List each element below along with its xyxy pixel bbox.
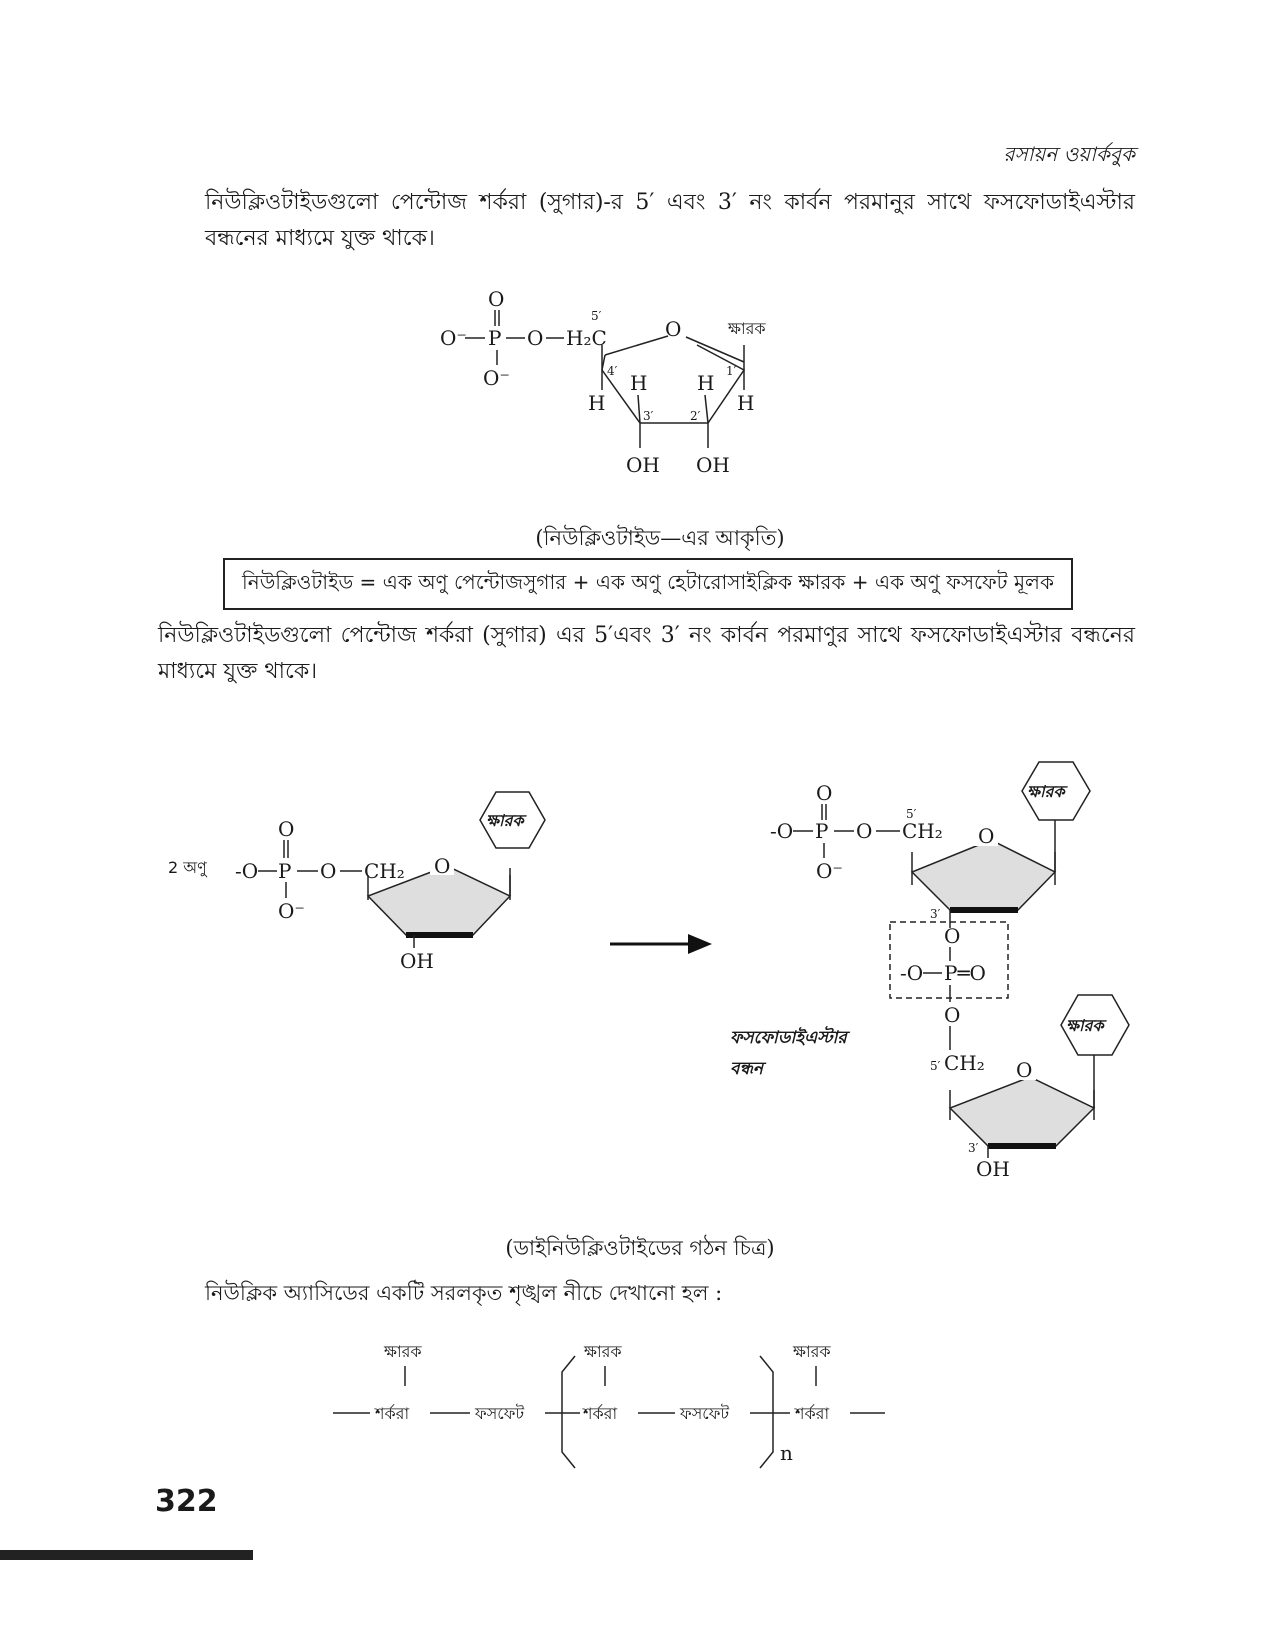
chain-sugar-2: শর্করা [583,1404,618,1423]
carbon-2-label: 2′ [690,409,701,423]
footer-bar [0,1550,253,1560]
nucleotide-caption: (নিউক্লিওটাইড—এর আকৃতি) [535,526,785,550]
product-bridge-neg-o: -O [900,961,924,985]
carbon-4-label: 4′ [607,364,618,378]
chain-n: n [780,1441,793,1465]
product-ch2-top: CH₂ [902,819,943,843]
product-base-label-bottom: ক্ষারক [1066,1016,1104,1035]
chain-close-bracket [760,1356,773,1468]
product-o-top: O [816,781,833,805]
dinucleotide-caption: (ডাইনিউক্লিওটাইডের গঠন চিত্র) [505,1236,775,1260]
product-bridge-o-top: O [944,924,961,948]
chain-base-1: ক্ষারক [384,1342,422,1361]
chain-base-2: ক্ষারক [584,1342,622,1361]
reactant-o-top: O [278,817,295,841]
chain-phosphate-2: ফসফেট [680,1404,730,1423]
reactant-o-minus: O⁻ [278,899,305,923]
product-o-minus: O⁻ [816,859,843,883]
paragraph-intro: নিউক্লিওটাইডগুলো পেন্টোজ শর্করা (সুগার)-র 5′ এবং 3′ নং কার্বন পরমানুর সাথে ফসফোডাইএস্টার বন্ধনের মাধ্যমে যুক্ত থাকে। [205,190,1135,251]
product-base-label-top: ক্ষারক [1027,782,1065,801]
carbon-3-label: 3′ [643,409,654,423]
reactant-link-o: O [320,859,337,883]
product-ring-o-top: O [978,824,995,848]
reactant-ring-o: O [434,854,451,878]
page-number: 322 [155,1484,218,1519]
phosphate-o-left: O⁻ [440,326,467,350]
h-c2: H [697,371,715,395]
paragraph-linkage: নিউক্লিওটাইডগুলো পেন্টোজ শর্করা (সুগার) এর 5′এবং 3′ নং কার্বন পরমাণুর সাথে ফসফোডাইএস্টার বন্ধনের মাধ্যমে যুক্ত থাকে। [158,623,1135,684]
h-c4: H [588,391,606,415]
nucleic-acid-chain [333,1342,885,1468]
phosphodiester-label-1: ফসফোডাইএস্টার [730,1028,847,1048]
chain-sugar-1: শর্করা [375,1404,410,1423]
two-molecules-label: 2 অণু [168,858,207,877]
reaction-arrow [610,934,712,954]
paragraph-chain-intro: নিউক্লিক অ্যাসিডের একটি সরলকৃত শৃঙ্খল নীচে দেখানো হল : [205,1281,723,1305]
phosphate-o-bottom: O⁻ [483,366,510,390]
chain-open-bracket [562,1356,575,1468]
product-carbon-5-top: 5′ [906,807,917,821]
product-ring-o-bottom: O [1016,1058,1033,1082]
phosphate-o-top: O [488,287,505,311]
dinucleotide-reactant [168,792,545,973]
oh-c2: OH [696,453,730,477]
base-label: ক্ষারক [728,319,766,338]
product-p: P [815,819,829,843]
product-bridge-o-bottom: O [944,1003,961,1027]
product-carbon-3-top: 3′ [930,907,941,921]
ring-oxygen: O [665,317,682,341]
reactant-base-label: ক্ষারক [486,811,524,830]
product-carbon-5-bottom: 5′ [930,1059,941,1073]
chain-phosphate-1: ফসফেট [475,1404,525,1423]
book-title-header: রসায়ন ওয়ার্কবুক [1003,142,1135,166]
product-link-o: O [856,819,873,843]
phosphodiester-label-2: বন্ধন [730,1059,764,1079]
nucleotide-structure [440,287,766,477]
product-ch2-bottom: CH₂ [944,1051,985,1075]
h-c1: H [737,391,755,415]
dinucleotide-product [730,762,1129,1181]
nucleotide-formula-text: নিউক্লিওটাইড = এক অণু পেন্টোজসুগার + এক অণু হেটারোসাইক্লিক ক্ষারক + এক অণু ফসফেট মূলক [242,569,1054,594]
product-carbon-3-bottom: 3′ [968,1141,979,1155]
carbon-5-label: 5′ [591,309,602,323]
product-neg-o: -O [770,819,794,843]
chain-sugar-3: শর্করা [795,1404,830,1423]
reactant-neg-o: -O [235,859,259,883]
reactant-ch2: CH₂ [364,859,405,883]
ch2-group: H₂C [566,326,607,350]
product-oh: OH [976,1157,1010,1181]
reactant-p: P [278,859,292,883]
product-bridge-p-double-o: P═O [944,961,986,985]
nucleotide-formula-box [223,558,1073,610]
link-oxygen: O [527,326,544,350]
oh-c3: OH [626,453,660,477]
h-c3: H [630,371,648,395]
reactant-oh: OH [400,949,434,973]
phosphorus-label: P [488,326,502,350]
chain-base-3: ক্ষারক [793,1342,831,1361]
carbon-1-label: 1′ [726,364,737,378]
